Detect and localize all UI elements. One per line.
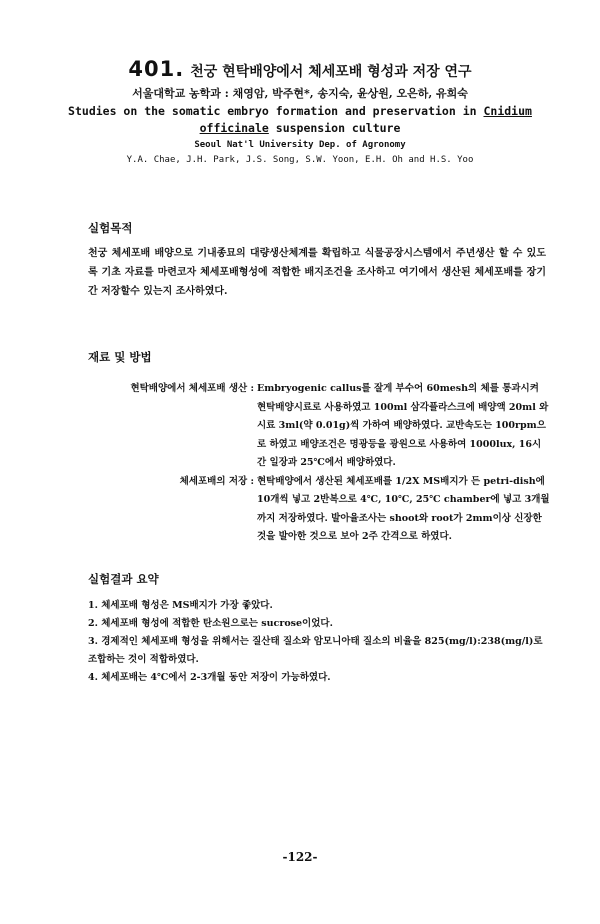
abstract-number: 401. (128, 57, 185, 81)
method-label: 현탁배양에서 체세포배 생산 : (130, 383, 254, 394)
method-item (105, 473, 550, 547)
method-text: Embryogenic callus를 잘게 부수어 60mesh의 체를 통과시켜 현탁배양시료로 사용하였고 100ml 삼각플라스크에 배양액 20ml 와 시료 3ml(약 0.01g)씩 가하여 배양하였다. 교반속도는 100rpm으로 하였고 배양조건은 명광등을 광원으로 사용하여 1000lux, 16시간 일장과 25℃에서 배양하였다. (257, 383, 549, 468)
methods-heading: 재료 및 방법 (88, 350, 152, 364)
english-title-line2 (0, 120, 600, 137)
result-item: 2. 체세포배 형성에 적합한 탄소원으로는 sucrose이었다. (88, 618, 333, 629)
method-label: 체세포배의 저장 : (179, 475, 254, 487)
result-item: 1. 체세포배 형성은 MS배지가 가장 좋았다. (88, 600, 273, 611)
method-text: 현탁배양에서 생산된 체세포배를 1/2X MS배지가 든 petri-dish에 10개씩 넣고 2반복으로 4℃, 10℃, 25℃ chamber에 넣고 3개월까지 저장하였다. 발아율조사는 shoot와 root가 2mm이상 신장한 것을 발아한 것으로 보아 2주 간격으로 하였다. (257, 475, 550, 542)
english-title-text: Studies on the somatic embryo formation and preservation in (68, 104, 477, 118)
english-title-rest: suspension culture (268, 121, 401, 135)
purpose-heading: 실험목적 (88, 221, 133, 235)
species-name: officinale (199, 121, 269, 135)
english-title-line1 (0, 103, 600, 120)
korean-title (0, 58, 600, 83)
affiliation: Seoul Nat'l University Dep. of Agronomy (194, 140, 406, 150)
english-authors: Y.A. Chae, J.H. Park, J.S. Song, S.W. Yoon, E.H. Oh and H.S. Yoo (126, 155, 474, 165)
results-list (88, 597, 548, 687)
korean-title-text: 천궁 현탁배양에서 체세포배 형성과 저장 연구 (190, 64, 472, 80)
page-number: -122- (282, 850, 318, 864)
methods-list (105, 380, 550, 547)
result-item: 3. 경제적인 체세포배 형성을 위해서는 질산태 질소와 암모니아태 질소의 비율을 825(mg/l):238(mg/l)로 조합하는 것이 적합하였다. (88, 636, 543, 665)
result-item: 4. 체세포배는 4℃에서 2-3개월 동안 저장이 가능하였다. (88, 672, 331, 683)
results-heading: 실험결과 요약 (88, 572, 159, 586)
genus-name: Cnidium (483, 104, 532, 118)
korean-authors: 서울대학교 농학과 : 채영암, 박주현*, 송지숙, 윤상원, 오은하, 유희숙 (132, 87, 468, 100)
paper-header (0, 58, 600, 168)
method-item (105, 380, 550, 473)
purpose-text: 천궁 체세포배 배양으로 기내종묘의 대량생산체계를 확립하고 식물공장시스템에서 주년생산 할 수 있도록 기초 자료를 마련코자 체세포배형성에 적합한 배지조건을 조사하고 여기에서 생산된 체세포배를 장기간 저장할수 있는지 조사하였다. (88, 248, 546, 297)
